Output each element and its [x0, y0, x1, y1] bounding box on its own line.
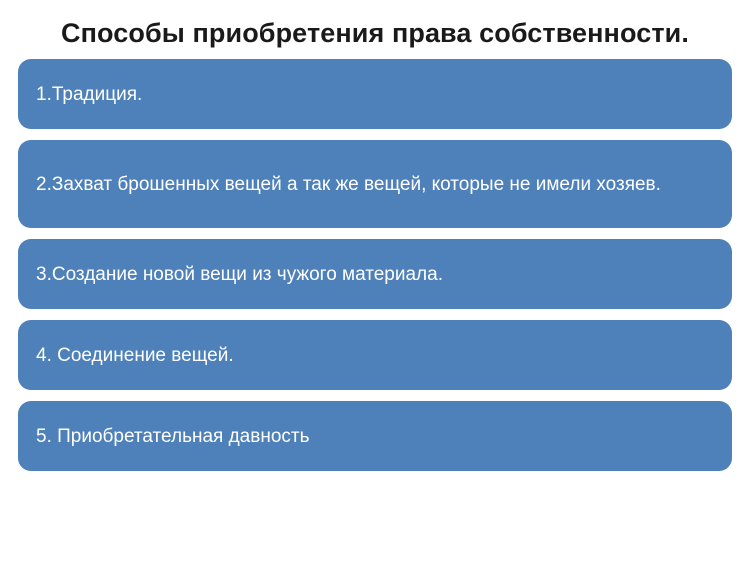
list-item-label: 5. Приобретательная давность	[36, 425, 310, 447]
list-item[interactable]	[18, 239, 732, 309]
list-item[interactable]	[18, 401, 732, 471]
list-item-label: 1.Традиция.	[36, 83, 143, 105]
list-item[interactable]	[18, 59, 732, 129]
bullet-list	[18, 59, 732, 471]
list-item-label: 4. Соединение вещей.	[36, 344, 234, 366]
page-title: Способы приобретения права собственности.	[61, 18, 689, 48]
list-item[interactable]	[18, 140, 732, 228]
list-item[interactable]	[18, 320, 732, 390]
list-item-label: 2.Захват брошенных вещей а так же вещей, которые не имели хозяев.	[36, 173, 661, 195]
list-item-label: 3.Создание новой вещи из чужого материала.	[36, 263, 443, 285]
